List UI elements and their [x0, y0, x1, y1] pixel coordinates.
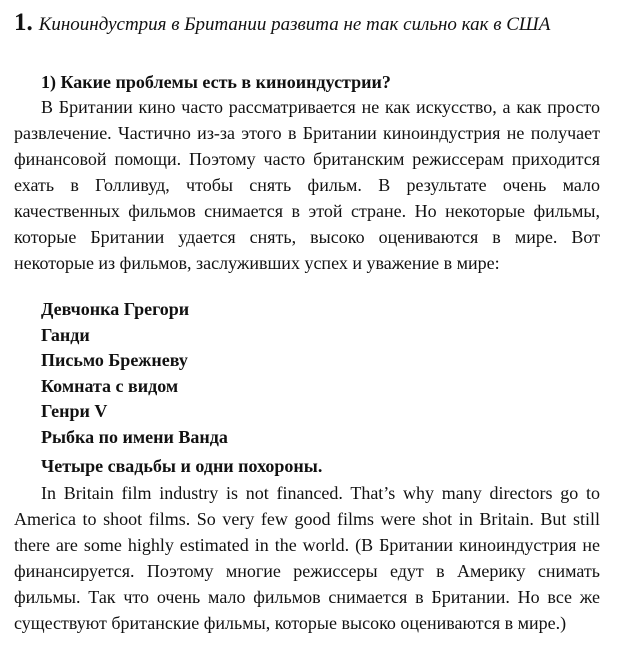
exercise-number: 1. [14, 9, 33, 36]
paragraph-russian: В Британии кино часто рассматривается не как искусство, а как просто развлечение. Частично из-за этого в Британии киноиндустрия не получает финансовой помощи. Поэтому часто британским режиссерам приходится ехать в Голливуд, чтобы снять фильм. В результате очень мало качественных фильмов снимается в этой стране. Но некоторые фильмы, которые Британии удается снять, высоко оцениваются в мире. Вот некоторые из фильмов, заслуживших успех и уважение в мире: [14, 97, 600, 273]
film-item: Письмо Брежневу [41, 350, 188, 371]
paragraph-english: In Britain film industry is not financed. That’s why many directors go to America to shoot films. So very few good films were shot in Britain. But still there are some highly estimated in the world. (В Британии киноиндустрия не финансируется. Поэтому многие режиссеры едут в Америку снимать фильмы. Так что очень мало фильмов снимается в Британии. Но все же существуют британские фильмы, которые высоко оцениваются в мире.) [14, 483, 600, 633]
film-item: Девчонка Грегори [41, 299, 190, 319]
film-list [41, 297, 228, 451]
exercise-title: Киноиндустрия в Британии развита не так сильно как в США [38, 14, 551, 35]
film-item: Рыбка по имени Ванда [41, 426, 228, 447]
exercise-heading [14, 10, 602, 38]
film-item: Комната с видом [41, 375, 179, 396]
film-item: Ганди [41, 324, 90, 345]
film-item: Генри V [41, 401, 108, 422]
question-heading: 1) Какие проблемы есть в киноиндустрии? [41, 72, 391, 92]
film-item-final: Четыре свадьбы и одни похороны. [41, 456, 323, 476]
